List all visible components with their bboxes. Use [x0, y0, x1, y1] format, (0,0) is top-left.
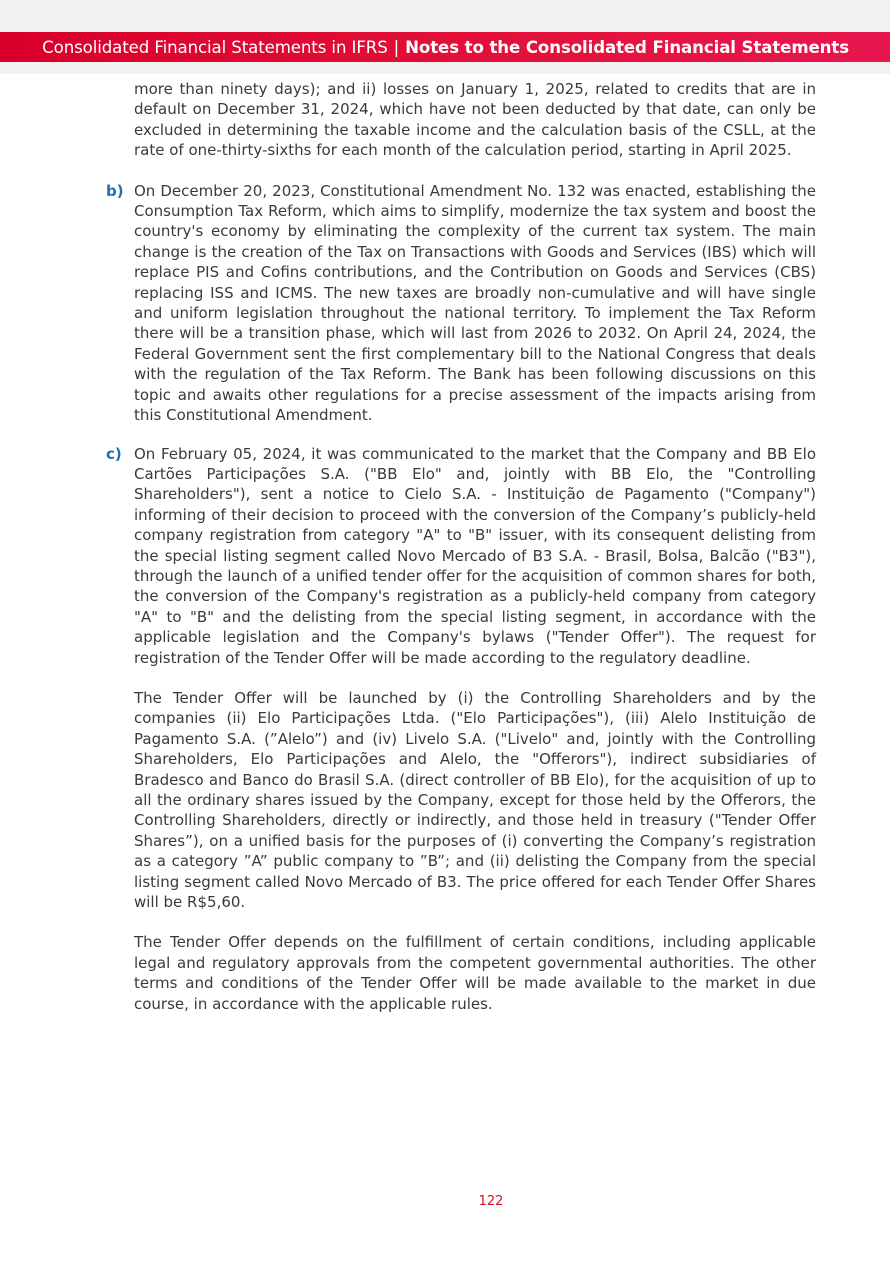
page-number: 122 [478, 1194, 504, 1209]
continuation-paragraph: more than ninety days); and ii) losses on January 1, 2025, related to credits that are in default on December 31, 2024, which have not been deducted by that date, can only be excluded in determining the taxable income and the calculation basis of the CSLL, at the rate of one-thirty-sixths for each month of the calculation period, starting in April 2025. [134, 80, 816, 160]
item-c-paragraph-2: The Tender Offer will be launched by (i) the Controlling Shareholders and by the companies (ii) Elo Participações Ltda. ("Elo Participações"), (iii) Alelo Instituição de Pagamento S.A. (”Alelo”) and (iv) Livelo S.A. ("Livelo" and, jointly with the Controlling Shareholders, Elo Participações and Alelo, the "Offerors"), indirect subsidiaries of Bradesco and Banco do Brasil S.A. (direct controller of BB Elo), for the acquisition of up to all the ordinary shares issued by the Company, except for those held by the Offerors, the Controlling Shareholders, directly or indirectly, and those held in treasury ("Tender Offer Shares”), on a unified basis for the purposes of (i) converting the Company’s registration as a category ”A” public company to ”B”; and (ii) delisting the Company from the special listing segment called Novo Mercado of B3. The price offered for each Tender Offer Shares will be R$5,60. [134, 688, 816, 912]
document-body [106, 79, 816, 1014]
item-c-paragraph-3: The Tender Offer depends on the fulfillment of certain conditions, including applicable legal and regulatory approvals from the competent governmental authorities. The other terms and conditions of the Tender Offer will be made available to the market in due course, in accordance with the applicable rules. [134, 933, 816, 1013]
list-marker-c: c) [106, 444, 122, 463]
list-item-c [106, 444, 816, 1015]
header-section-title: Consolidated Financial Statements in IFRS [42, 37, 388, 57]
header-subsection-title: Notes to the Consolidated Financial Statements [405, 37, 849, 57]
header-under-strip [0, 62, 890, 74]
header-separator: | [393, 37, 400, 57]
item-b-paragraph: On December 20, 2023, Constitutional Amendment No. 132 was enacted, establishing the Consumption Tax Reform, which aims to simplify, modernize the tax system and boost the country's economy by eliminating the complexity of the current tax system. The main change is the creation of the Tax on Transactions with Goods and Services (IBS) which will replace PIS and Cofins contributions, and the Contribution on Goods and Services (CBS) replacing ISS and ICMS. The new taxes are broadly non-cumulative and will have single and uniform legislation throughout the national territory. To implement the Tax Reform there will be a transition phase, which will last from 2026 to 2032. On April 24, 2024, the Federal Government sent the first complementary bill to the National Congress that deals with the regulation of the Tax Reform. The Bank has been following discussions on this topic and awaits other regulations for a precise assessment of the impacts arising from this Constitutional Amendment. [134, 181, 816, 425]
top-margin-strip [0, 0, 890, 32]
document-header [0, 32, 890, 62]
list-item-b [106, 181, 816, 426]
list-marker-b: b) [106, 181, 124, 200]
item-c-paragraph-1: On February 05, 2024, it was communicated to the market that the Company and BB Elo Cartões Participações S.A. ("BB Elo" and, jointly with BB Elo, the "Controlling Shareholders"), sent a notice to Cielo S.A. - Instituição de Pagamento ("Company") informing of their decision to proceed with the conversion of the Company’s publicly-held company registration from category "A" to "B" issuer, with its consequent delisting from the special listing segment called Novo Mercado of B3 S.A. - Brasil, Bolsa, Balcão ("B3"), through the launch of a unified tender offer for the acquisition of common shares for both, the conversion of the Company's registration as a publicly-held company from category "A" to "B" and the delisting from the special listing segment, in accordance with the applicable legislation and the Company's bylaws ("Tender Offer"). The request for registration of the Tender Offer will be made according to the regulatory deadline. [134, 444, 816, 667]
